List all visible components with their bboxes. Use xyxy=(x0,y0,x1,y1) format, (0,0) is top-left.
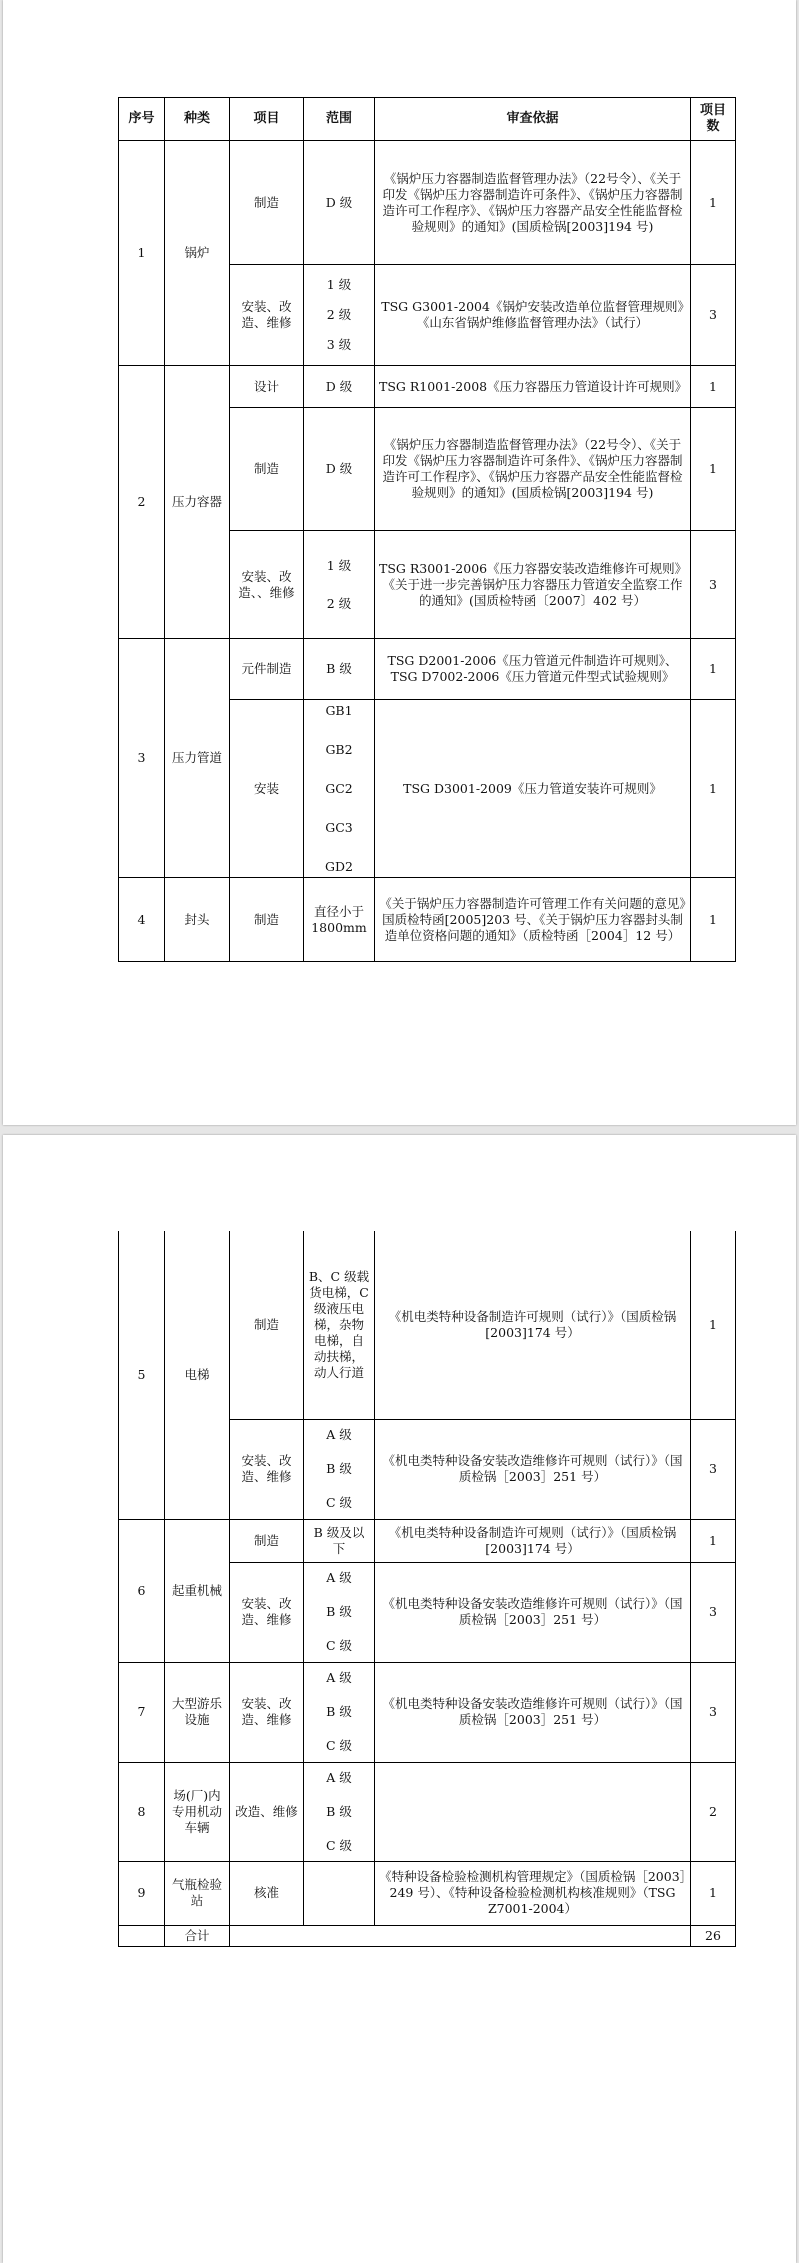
scope-level: A 级 xyxy=(326,1427,352,1442)
scope-level: GC3 xyxy=(325,819,353,835)
row-item: 制造 xyxy=(230,408,304,531)
header-count: 项目数 xyxy=(691,98,736,141)
row-scope: 直径小于 1800mm xyxy=(304,878,375,962)
row-count: 3 xyxy=(691,531,736,639)
row-basis: 《机电类特种设备制造许可规则（试行）》（国质检锅[2003]174 号） xyxy=(375,1231,691,1419)
row-basis: 《机电类特种设备安装改造维修许可规则（试行）》（国质检锅［2003］251 号） xyxy=(375,1419,691,1519)
row-basis: 《机电类特种设备制造许可规则（试行）》（国质检锅[2003]174 号） xyxy=(375,1519,691,1562)
row-item: 安装、改造、、维修 xyxy=(230,531,304,639)
scope-level: C 级 xyxy=(325,1638,353,1653)
table-row xyxy=(119,1861,736,1925)
scope-level: A 级 xyxy=(326,1570,352,1585)
row-no: 5 xyxy=(119,1231,165,1519)
row-scope xyxy=(304,531,375,639)
row-item: 设计 xyxy=(230,366,304,408)
row-item: 元件制造 xyxy=(230,639,304,700)
inspection-table-part2 xyxy=(118,1231,736,1947)
row-category: 压力管道 xyxy=(165,639,230,878)
row-item: 安装、改造、维修 xyxy=(230,1419,304,1519)
table-row xyxy=(119,1519,736,1562)
scope-level: 3 级 xyxy=(326,337,352,352)
scope-level: 2 级 xyxy=(326,307,352,322)
row-no: 3 xyxy=(119,639,165,878)
row-count: 3 xyxy=(691,265,736,366)
row-no: 6 xyxy=(119,1519,165,1662)
header-basis: 审查依据 xyxy=(375,98,691,141)
row-item: 制造 xyxy=(230,1231,304,1419)
table-row xyxy=(119,878,736,962)
row-no: 2 xyxy=(119,366,165,639)
row-basis xyxy=(375,531,691,639)
row-basis: TSG G3001-2004《锅炉安装改造单位监督管理规则》《山东省锅炉维修监督管理办法》（试行） xyxy=(375,265,691,366)
scope-level: C 级 xyxy=(325,1495,353,1510)
row-scope: B 级及以下 xyxy=(304,1519,375,1562)
scope-level: 2 级 xyxy=(326,595,352,611)
row-category: 起重机械 xyxy=(165,1519,230,1662)
row-basis: 《机电类特种设备安装改造维修许可规则（试行）》（国质检锅［2003］251 号） xyxy=(375,1662,691,1762)
row-item: 安装、改造、维修 xyxy=(230,1662,304,1762)
header-scope: 范围 xyxy=(304,98,375,141)
row-category: 封头 xyxy=(165,878,230,962)
row-scope xyxy=(304,1662,375,1762)
row-category: 压力容器 xyxy=(165,366,230,639)
table-row xyxy=(119,1231,736,1419)
row-basis: 《锅炉压力容器制造监督管理办法》（22号令）、《关于印发《锅炉压力容器制造许可条件》、《锅炉压力容器制造许可工作程序》、《锅炉压力容器产品安全性能监督检验规则》的通知》(国质检锅[2003]194 号) xyxy=(375,141,691,265)
header-row xyxy=(119,98,736,141)
inspection-table-part1 xyxy=(118,97,736,962)
document-page-2 xyxy=(3,1135,796,2263)
scope-level: GC2 xyxy=(325,780,353,796)
row-no: 7 xyxy=(119,1662,165,1762)
row-item: 制造 xyxy=(230,1519,304,1562)
row-item: 制造 xyxy=(230,878,304,962)
row-item: 安装 xyxy=(230,700,304,878)
row-basis xyxy=(375,1762,691,1861)
row-basis: 《关于锅炉压力容器制造许可管理工作有关问题的意见》国质检特函[2005]203 号、《关于锅炉压力容器封头制造单位资格问题的通知》（质检特函［2004］12 号） xyxy=(375,878,691,962)
row-category: 场(厂)内专用机动车辆 xyxy=(165,1762,230,1861)
row-scope xyxy=(304,1562,375,1662)
total-row xyxy=(119,1925,736,1946)
row-count: 1 xyxy=(691,1231,736,1419)
basis-line: TSG R3001-2006《压力容器安装改造维修许可规则》 xyxy=(379,560,688,576)
row-count: 1 xyxy=(691,639,736,700)
table-row xyxy=(119,1662,736,1762)
row-count: 3 xyxy=(691,1562,736,1662)
total-label: 合计 xyxy=(165,1925,230,1946)
row-scope: D 级 xyxy=(304,366,375,408)
row-scope: D 级 xyxy=(304,141,375,265)
row-category: 锅炉 xyxy=(165,141,230,366)
header-category: 种类 xyxy=(165,98,230,141)
table-row xyxy=(119,639,736,700)
row-count: 1 xyxy=(691,1861,736,1925)
total-count: 26 xyxy=(691,1925,736,1946)
row-count: 1 xyxy=(691,878,736,962)
table-row xyxy=(119,366,736,408)
row-basis: TSG R1001-2008《压力容器压力管道设计许可规则》 xyxy=(375,366,691,408)
row-basis: TSG D3001-2009《压力管道安装许可规则》 xyxy=(375,700,691,878)
row-category: 气瓶检验站 xyxy=(165,1861,230,1925)
row-scope: D 级 xyxy=(304,408,375,531)
header-no: 序号 xyxy=(119,98,165,141)
scope-level: 1 级 xyxy=(326,277,352,292)
scope-level: A 级 xyxy=(326,1769,352,1785)
table-row xyxy=(119,1762,736,1861)
table-row xyxy=(119,141,736,265)
header-item: 项目 xyxy=(230,98,304,141)
row-item: 改造、维修 xyxy=(230,1762,304,1861)
row-scope xyxy=(304,265,375,366)
row-item: 核准 xyxy=(230,1861,304,1925)
row-scope: B 级 xyxy=(304,639,375,700)
scope-level: GD2 xyxy=(325,858,353,874)
row-scope xyxy=(304,1762,375,1861)
scope-level: A 级 xyxy=(326,1670,352,1685)
row-scope xyxy=(304,1861,375,1925)
row-count: 3 xyxy=(691,1419,736,1519)
row-category: 大型游乐设施 xyxy=(165,1662,230,1762)
scope-level: 1 级 xyxy=(326,557,352,573)
scope-level: B 级 xyxy=(326,1604,352,1619)
row-basis: TSG D2001-2006《压力管道元件制造许可规则》、TSG D7002-2006《压力管道元件型式试验规则》 xyxy=(375,639,691,700)
row-count: 1 xyxy=(691,141,736,265)
row-basis: 《机电类特种设备安装改造维修许可规则（试行）》（国质检锅［2003］251 号） xyxy=(375,1562,691,1662)
row-basis: 《特种设备检验检测机构管理规定》（国质检锅［2003］249 号）、《特种设备检验检测机构核准规则》（TSG Z7001-2004） xyxy=(375,1861,691,1925)
scope-level: GB2 xyxy=(325,741,353,757)
row-count: 1 xyxy=(691,700,736,878)
scope-level: B 级 xyxy=(326,1803,352,1819)
scope-level: B 级 xyxy=(326,1461,352,1476)
row-count: 1 xyxy=(691,408,736,531)
row-basis: 《锅炉压力容器制造监督管理办法》（22号令）、《关于印发《锅炉压力容器制造许可条件》、《锅炉压力容器制造许可工作程序》、《锅炉压力容器产品安全性能监督检验规则》的通知》(国质检锅[2003]194 号) xyxy=(375,408,691,531)
total-spacer xyxy=(230,1925,691,1946)
row-count: 3 xyxy=(691,1662,736,1762)
row-scope: B、C 级载货电梯，C 级液压电梯，杂物电梯，自动扶梯，动人行道 xyxy=(304,1231,375,1419)
row-no: 9 xyxy=(119,1861,165,1925)
scope-level: B 级 xyxy=(326,1704,352,1719)
row-count: 1 xyxy=(691,1519,736,1562)
row-no: 8 xyxy=(119,1762,165,1861)
document-page-1 xyxy=(3,0,796,1125)
scope-level: GB1 xyxy=(325,702,353,718)
row-scope xyxy=(304,1419,375,1519)
row-scope xyxy=(304,700,375,878)
row-item: 安装、改造、维修 xyxy=(230,1562,304,1662)
row-count: 2 xyxy=(691,1762,736,1861)
row-item: 安装、改造、维修 xyxy=(230,265,304,366)
basis-line: 《关于进一步完善锅炉压力容器压力管道安全监察工作的通知》(国质检特函〔2007〕402 号） xyxy=(382,576,683,608)
row-category: 电梯 xyxy=(165,1231,230,1519)
row-item: 制造 xyxy=(230,141,304,265)
row-count: 1 xyxy=(691,366,736,408)
row-no: 4 xyxy=(119,878,165,962)
scope-level: C 级 xyxy=(325,1738,353,1753)
row-no: 1 xyxy=(119,141,165,366)
scope-level: C 级 xyxy=(325,1837,353,1853)
total-blank xyxy=(119,1925,165,1946)
